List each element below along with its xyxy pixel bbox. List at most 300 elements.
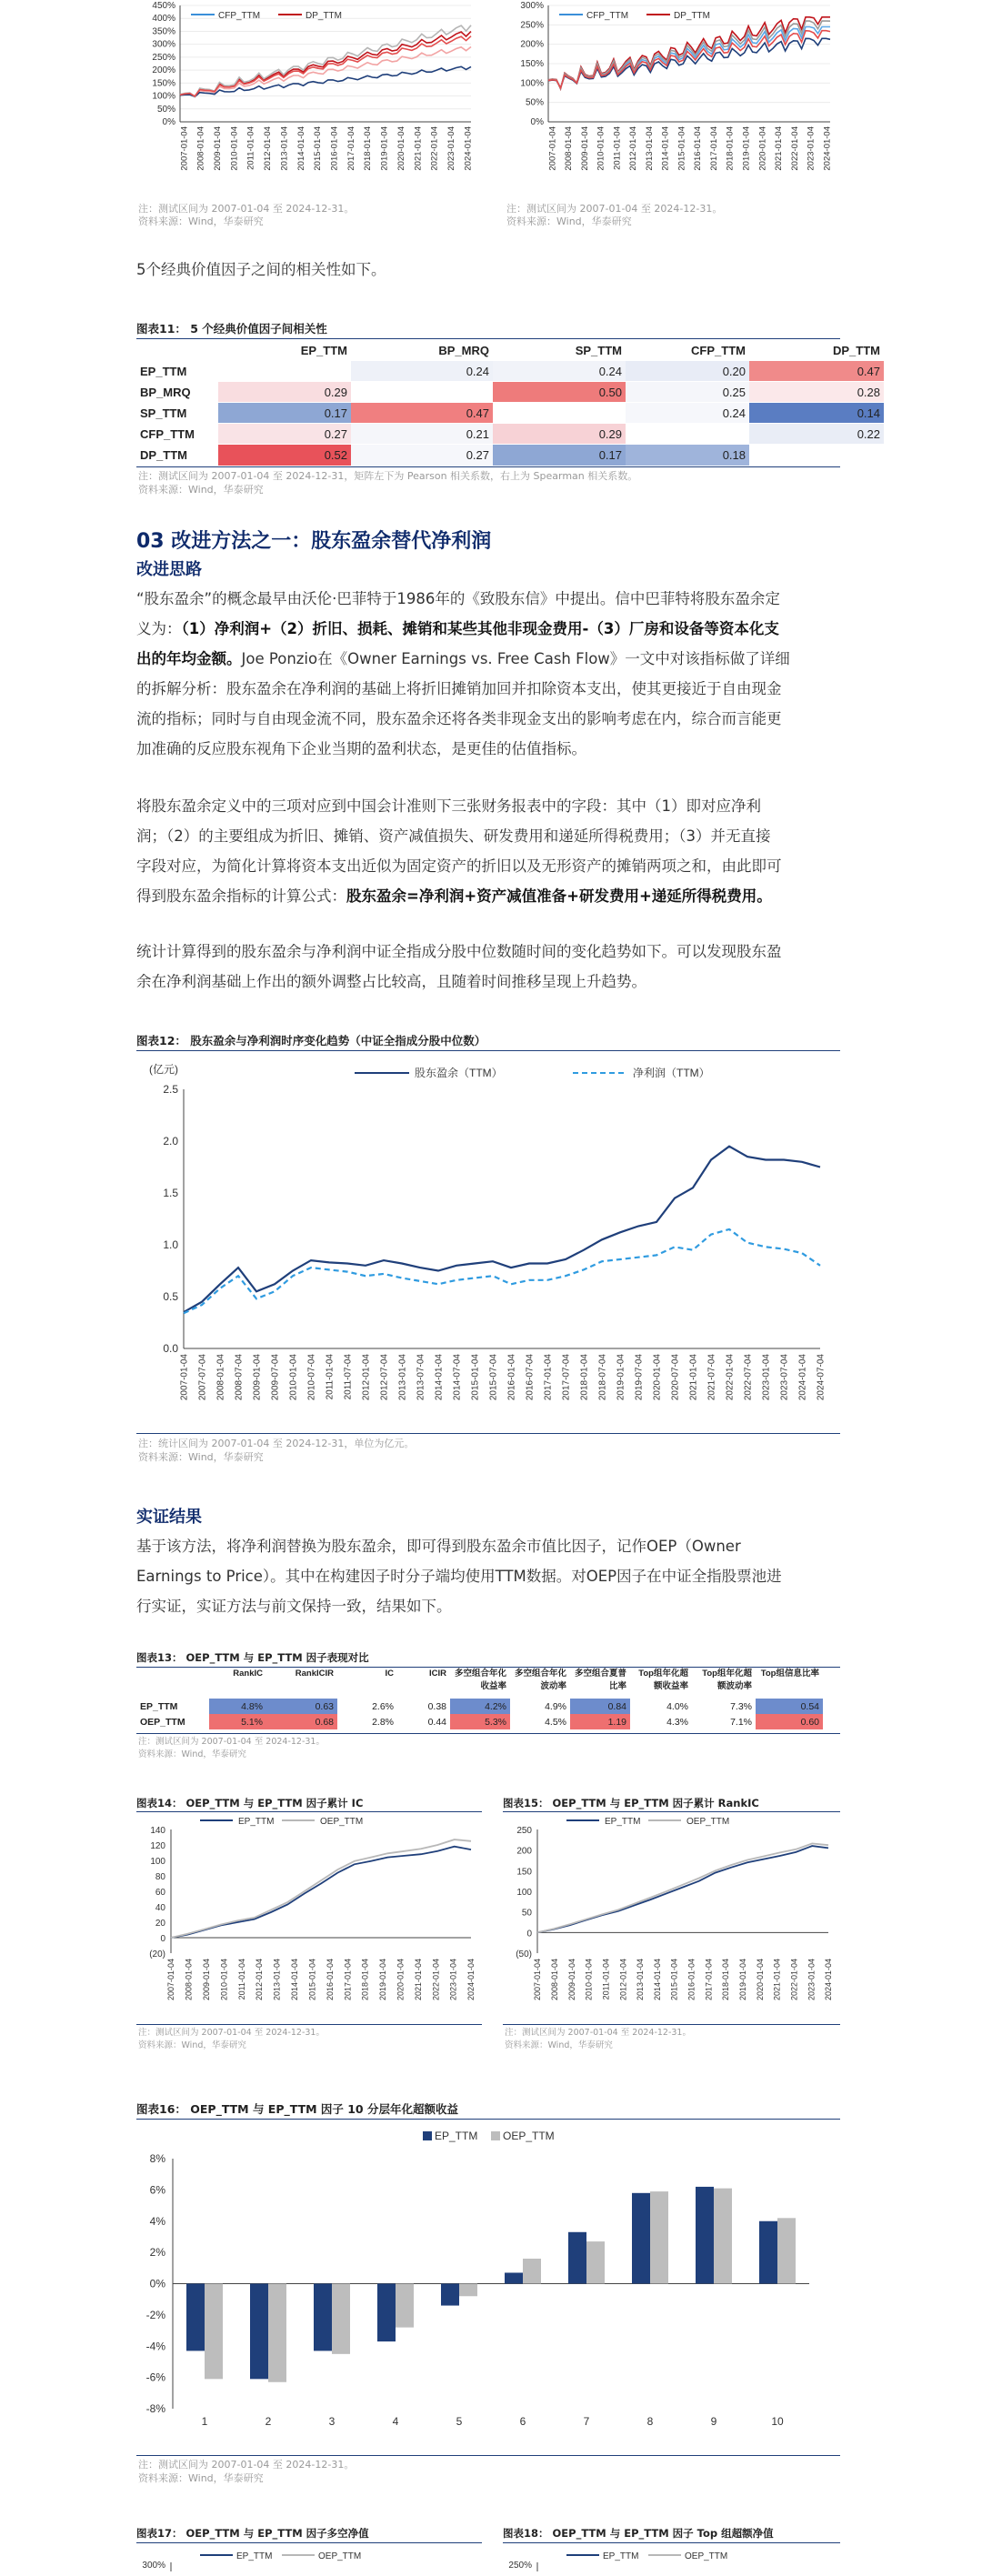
fig13-row-label: OEP_TTM <box>140 1716 185 1728</box>
x-tick-label: 2013-01-04 <box>397 1354 408 1401</box>
text-run: “股东盈余”的概念最早由沃伦·巴菲特于1986年的《致股东信》中提出。信中巴菲特将股东盈余定 <box>136 590 780 607</box>
x-tick-label: 2013-01-04 <box>279 126 290 171</box>
x-tick-label: 2016-01-04 <box>693 126 704 171</box>
x-tick-label: 2023-01-04 <box>761 1354 772 1401</box>
fig13-header-cell: RankICIR <box>295 1669 334 1679</box>
fig17-chart-svg <box>136 2544 482 2571</box>
fig13-row <box>136 1699 823 1714</box>
x-tick-label: 2023-01-04 <box>806 126 817 171</box>
x-tick-label: 2020-01-04 <box>396 126 406 171</box>
y-tick-label: 100% <box>152 91 175 102</box>
x-tick-label: 4 <box>392 2415 399 2428</box>
fig11-cell <box>626 424 749 445</box>
x-tick-label: 1 <box>201 2415 208 2428</box>
series-line <box>184 1229 820 1313</box>
results-paragraph <box>136 1531 855 1621</box>
bar <box>505 2272 523 2283</box>
x-tick-label: 2017-01-04 <box>704 1959 714 2001</box>
results-subtitle: 实证结果 <box>136 1508 202 1527</box>
y-tick-label: 6% <box>149 2183 165 2197</box>
x-tick-label: 2013-01-04 <box>644 126 655 171</box>
paragraph-line <box>136 674 855 704</box>
y-tick-label: 150 <box>516 1867 532 1878</box>
fig13-cell: 4.2% <box>450 1699 510 1714</box>
x-tick-label: 2008-07-04 <box>234 1354 245 1401</box>
fig11-header-cell: DP_TTM <box>833 343 880 357</box>
x-tick-label: 2015-01-04 <box>307 1959 317 2001</box>
x-tick-label: 2016-01-04 <box>325 1959 335 2001</box>
y-tick-label: 2% <box>149 2246 165 2260</box>
fig13-header-cell: RankIC <box>233 1669 263 1679</box>
x-tick-label: 2012-01-04 <box>361 1354 372 1401</box>
x-tick-label: 2015-01-04 <box>470 1354 481 1401</box>
x-tick-label: 2010-01-04 <box>219 1959 229 2001</box>
paragraph-line <box>136 851 855 881</box>
fig12-note: 注：统计区间为 2007-01-04 至 2024-12-31，单位为亿元。 <box>138 1438 415 1449</box>
fig11-cell: 0.18 <box>626 445 749 466</box>
section-03-title: 03 改进方法之一：股东盈余替代净利润 <box>136 530 492 553</box>
x-tick-label: 2023-07-04 <box>779 1354 790 1401</box>
y-tick-label: 250% <box>152 52 175 63</box>
fig12-chart-svg <box>136 1053 840 1430</box>
y-tick-label: 50% <box>156 104 175 115</box>
fig13-cell: 4.5% <box>545 1716 566 1728</box>
text-run: 统计计算得到的股东盈余与净利润中证全指成分股中位数随时间的变化趋势如下。可以发现股东盈 <box>136 943 782 960</box>
y-tick-label: 0% <box>530 117 544 127</box>
x-tick-label: 2008-01-04 <box>184 1959 194 2001</box>
y-tick-label: 0 <box>160 1934 165 1944</box>
legend-label: EP_TTM <box>238 1817 275 1827</box>
fig11-row-label: EP_TTM <box>140 364 187 378</box>
bar <box>268 2284 286 2382</box>
x-tick-label: 2010-01-04 <box>584 1959 594 2001</box>
text-run: 润；（2）的主要组成为折旧、摊销、资产减值损失、研发费用和递延所得税费用；（3）并无直接 <box>136 827 771 845</box>
fig11-cell: 0.50 <box>493 382 626 403</box>
bar <box>714 2189 732 2284</box>
x-tick-label: 2017-01-04 <box>343 1959 353 2001</box>
bar <box>332 2284 350 2354</box>
fig11-note: 注：测试区间为 2007-01-04 至 2024-12-31，矩阵左下为 Pearson 相关系数，右上为 Spearman 相关系数。 <box>138 470 638 482</box>
fig13-source: 资料来源：Wind，华泰研究 <box>138 1749 246 1759</box>
bar <box>568 2232 586 2284</box>
fig11-header-cell: CFP_TTM <box>691 343 746 357</box>
y-tick-label: 50 <box>521 1908 532 1919</box>
top-right-note: 注：测试区间为 2007-01-04 至 2024-12-31。 <box>506 203 723 215</box>
fig11-cell: 0.17 <box>493 445 626 466</box>
x-tick-label: 2023-01-04 <box>448 1959 458 2001</box>
x-tick-label: 2019-01-04 <box>616 1354 626 1401</box>
fig11-row <box>136 382 884 403</box>
text-run: 余在净利润基础上作出的额外调整占比较高，且随着时间推移呈现上升趋势。 <box>136 973 646 990</box>
fig12-source: 资料来源：Wind，华泰研究 <box>138 1451 264 1463</box>
x-tick-label: 2008-01-04 <box>215 1354 226 1401</box>
fig15-title: 图表15： OEP_TTM 与 EP_TTM 因子累计 RankIC <box>503 1797 759 1809</box>
x-tick-label: 2020-01-04 <box>757 126 768 171</box>
fig11-row <box>136 403 884 424</box>
paragraph-line <box>136 614 855 644</box>
fig13-cell: 0.60 <box>756 1714 823 1729</box>
y-tick-label: (50) <box>516 1950 532 1960</box>
fig11-cell: 0.24 <box>351 361 493 382</box>
fig13-cell: 0.63 <box>266 1699 337 1714</box>
y-tick-label: 200% <box>152 65 175 76</box>
results-line-1: 基于该方法，将净利润替换为股东盈余，即可得到股东盈余市值比因子，记作OEP（Owner <box>136 1538 741 1555</box>
y-tick-label: 80 <box>155 1872 165 1882</box>
fig11-cell: 0.27 <box>351 445 493 466</box>
top-left-source: 资料来源：Wind，华泰研究 <box>138 216 264 227</box>
x-tick-label: 2012-01-04 <box>618 1959 628 2001</box>
x-tick-label: 2015-01-04 <box>313 126 324 171</box>
fig13-header-cell: Top组年化超额收益率 <box>638 1669 688 1691</box>
fig11-row-label: DP_TTM <box>140 447 187 462</box>
section-03-subtitle: 改进思路 <box>136 560 202 579</box>
y-tick-label: 100% <box>520 78 544 89</box>
fig12-title: 图表12： 股东盈余与净利润时序变化趋势（中证全指成分股中位数） <box>136 1034 486 1047</box>
fig18-chart-svg <box>503 2544 840 2571</box>
x-tick-label: 2013-01-04 <box>636 1959 646 2001</box>
x-tick-label: 2017-07-04 <box>561 1354 572 1401</box>
fig14-chart-svg <box>136 1813 482 2022</box>
x-tick-label: 2024-07-04 <box>816 1354 827 1401</box>
fig11-cell: 0.29 <box>218 382 351 403</box>
top-left-chart-svg <box>136 0 491 195</box>
fig17-chart-top <box>136 2544 482 2571</box>
top-right-chart-svg <box>505 0 850 195</box>
paragraph-line <box>136 937 855 967</box>
fig11-cell: 0.21 <box>351 424 493 445</box>
y-tick-label: 400% <box>152 14 175 25</box>
fig15-chart-svg <box>503 1813 840 2022</box>
fig15-note: 注：测试区间为 2007-01-04 至 2024-12-31。 <box>505 2028 691 2038</box>
x-tick-label: 2007-01-04 <box>179 1354 190 1401</box>
legend-label: CFP_TTM <box>586 11 629 21</box>
fig13-cell: 5.3% <box>450 1714 510 1729</box>
fig11-header-cell <box>136 340 218 361</box>
y-tick-label: 150% <box>152 78 175 89</box>
y-tick-label: -4% <box>145 2340 165 2353</box>
paragraph-line <box>136 644 855 674</box>
legend-label: EP_TTM <box>435 2130 478 2142</box>
x-tick-label: 2018-01-04 <box>725 125 736 171</box>
x-tick-label: 2011-07-04 <box>343 1354 354 1400</box>
y-tick-label: 350% <box>152 26 175 37</box>
fig13-header-cell: 多空组合年化收益率 <box>454 1669 506 1691</box>
x-tick-label: 2021-01-04 <box>774 126 785 171</box>
y-tick-label: 200% <box>520 39 544 50</box>
fig15-source: 资料来源：Wind，华泰研究 <box>505 2040 613 2050</box>
legend-label: 净利润（TTM） <box>633 1067 710 1079</box>
x-tick-label: 2007-07-04 <box>197 1354 208 1401</box>
y-tick-label: 50% <box>525 97 544 108</box>
fig16-title: 图表16： OEP_TTM 与 EP_TTM 因子 10 分层年化超额收益 <box>136 2102 458 2116</box>
fig11-header-row <box>136 340 884 361</box>
fig11-cell: 0.14 <box>749 403 884 424</box>
legend-label: EP_TTM <box>236 2551 273 2561</box>
y-tick-label: 0 <box>526 1929 532 1940</box>
x-tick-label: 2019-01-04 <box>379 126 390 171</box>
y-tick-label: 300% <box>152 39 175 50</box>
x-tick-label: 2012-01-04 <box>255 1959 265 2001</box>
top-right-source: 资料来源：Wind，华泰研究 <box>506 216 632 227</box>
fig13-header-cell <box>136 1668 209 1699</box>
x-tick-label: 2009-01-04 <box>201 1959 211 2001</box>
x-tick-label: 2008-01-04 <box>549 1959 559 2001</box>
fig11-cell: 0.24 <box>626 403 749 424</box>
y-tick-label: 250% <box>520 20 544 31</box>
text-run: Joe Ponzio在《Owner Earnings vs. Free Cash Flow》一文中对该指标做了详细 <box>241 650 790 667</box>
text-run: 将股东盈余定义中的三项对应到中国会计准则下三张财务报表中的字段：其中（1）即对应净利 <box>136 797 761 815</box>
fig13-cell: 5.1% <box>209 1714 266 1729</box>
series-line <box>171 1847 471 1938</box>
x-tick-label: 2024-01-04 <box>463 126 474 171</box>
x-tick-label: 2014-01-04 <box>652 1959 662 2001</box>
bar <box>377 2284 396 2342</box>
fig13-cell: 1.19 <box>570 1714 630 1729</box>
legend-label: DP_TTM <box>674 11 710 21</box>
fig11-row-label: BP_MRQ <box>140 385 191 399</box>
top-left-chart <box>136 0 491 195</box>
fig14-note: 注：测试区间为 2007-01-04 至 2024-12-31。 <box>138 2028 325 2038</box>
x-tick-label: 2010-01-04 <box>288 1354 299 1401</box>
y-tick-label: 300% <box>142 2561 165 2571</box>
y-tick-label: 200 <box>516 1846 532 1857</box>
x-tick-label: 2012-01-04 <box>263 126 274 171</box>
x-tick-label: 2012-07-04 <box>379 1354 390 1401</box>
x-tick-label: 2019-01-04 <box>738 1959 748 2001</box>
results-line-3: 行实证，实证方法与前文保持一致，结果如下。 <box>136 1598 452 1615</box>
y-tick-label: 120 <box>150 1841 165 1851</box>
bold-run: 股东盈余=净利润+资产减值准备+研发费用+递延所得税费用。 <box>346 887 772 905</box>
legend-swatch <box>491 2131 500 2140</box>
text-run: 字段对应，为简化计算将资本支出近似为固定资产的折旧以及无形资产的摊销两项之和，由此即可 <box>136 857 782 875</box>
x-tick-label: 2021-01-04 <box>413 126 424 171</box>
fig11-cell: 0.47 <box>749 361 884 382</box>
fig16-chart <box>136 2120 840 2452</box>
x-tick-label: 2021-07-04 <box>706 1354 717 1401</box>
series-line <box>548 38 830 87</box>
results-line-2: Earnings to Price）。其中在构建因子时分子端均使用TTM数据。对OEP因子在中证全指股票池进 <box>136 1568 782 1585</box>
x-tick-label: 2011-01-04 <box>612 126 623 170</box>
x-tick-label: 2007-01-04 <box>533 1959 543 2001</box>
y-tick-label: 4% <box>149 2214 165 2228</box>
fig11-cell: 0.22 <box>749 424 884 445</box>
fig18-chart-top <box>503 2544 840 2571</box>
y-tick-label: 1.5 <box>163 1187 178 1199</box>
y-tick-label: -2% <box>145 2308 165 2321</box>
x-tick-label: 2015-01-04 <box>676 126 687 171</box>
fig11-cell <box>351 382 493 403</box>
x-tick-label: 2011-01-04 <box>325 1354 336 1400</box>
fig13-cell: 4.9% <box>545 1700 566 1712</box>
fig13-cell: 0.38 <box>427 1700 446 1712</box>
bar <box>586 2241 605 2283</box>
fig11-row-label: SP_TTM <box>140 406 187 420</box>
fig13-header-cell: IC <box>385 1669 394 1679</box>
fig11-row <box>136 445 884 466</box>
fig13-header-cell: ICIR <box>429 1669 446 1679</box>
paragraph-line <box>136 734 855 764</box>
bar <box>250 2284 268 2380</box>
y-tick-label: (20) <box>149 1950 165 1960</box>
x-tick-label: 2020-01-04 <box>396 1959 406 2001</box>
x-tick-label: 2009-01-04 <box>566 1959 576 2001</box>
bar <box>696 2187 714 2284</box>
x-tick-label: 2022-01-04 <box>789 1959 799 2001</box>
bar <box>650 2191 668 2283</box>
x-tick-label: 7 <box>583 2415 590 2428</box>
y-tick-label: 2.5 <box>163 1083 178 1096</box>
fig17-title: 图表17： OEP_TTM 与 EP_TTM 因子多空净值 <box>136 2527 369 2540</box>
fig13-header-cell: 多空组合夏普比率 <box>574 1669 626 1691</box>
fig13-cell: 0.54 <box>756 1699 823 1714</box>
x-tick-label: 2010-01-04 <box>229 126 240 171</box>
legend-label: DP_TTM <box>306 11 342 21</box>
text-run: 加准确的反应股东视角下企业当期的盈利状态，是更佳的估值指标。 <box>136 740 586 757</box>
x-tick-label: 2009-01-04 <box>252 1354 263 1401</box>
x-tick-label: 2024-01-04 <box>824 1959 834 2001</box>
bar <box>632 2193 650 2284</box>
text-run: 流的指标；同时与自由现金流不同，股东盈余还将各类非现金支出的影响考虑在内，综合而言能更 <box>136 710 782 727</box>
fig11-row <box>136 424 884 445</box>
y-tick-label: 250% <box>508 2561 532 2571</box>
x-tick-label: 5 <box>456 2415 463 2428</box>
section-03-paragraph-1 <box>136 584 855 764</box>
x-tick-label: 2017-01-04 <box>346 126 356 171</box>
paragraph-line <box>136 881 855 911</box>
x-tick-label: 2023-01-04 <box>446 126 456 171</box>
x-tick-label: 2016-01-04 <box>506 1354 517 1401</box>
legend-label: OEP_TTM <box>320 1817 364 1827</box>
x-tick-label: 2012-01-04 <box>628 126 639 171</box>
series-line <box>537 1846 828 1932</box>
paragraph-line <box>136 967 855 997</box>
top-left-note: 注：测试区间为 2007-01-04 至 2024-12-31。 <box>138 203 355 215</box>
x-tick-label: 2023-01-04 <box>807 1959 817 2001</box>
bar <box>523 2259 541 2284</box>
fig12-unit-label: (亿元) <box>149 1063 178 1076</box>
text-run: 的拆解分析：股东盈余在净利润的基础上将折旧摊销加回并扣除资本支出，使其更接近于自由现金 <box>136 680 782 697</box>
x-tick-label: 2010-01-04 <box>596 126 606 171</box>
x-tick-label: 2015-07-04 <box>488 1354 499 1401</box>
fig11-cell: 0.47 <box>351 403 493 424</box>
y-tick-label: 450% <box>152 1 175 11</box>
x-tick-label: 2013-01-04 <box>272 1959 282 2001</box>
bold-run: 出的年均金额。 <box>136 650 242 667</box>
legend-swatch <box>423 2131 432 2140</box>
bar <box>396 2284 414 2328</box>
bold-run: （1）净利润+（2）折旧、损耗、摊销和某些其他非现金费用-（3）厂房和设备等资本化支 <box>181 620 779 637</box>
text-run: 得到股东盈余指标的计算公式： <box>136 887 346 905</box>
x-tick-label: 2 <box>265 2415 272 2428</box>
x-tick-label: 2014-01-04 <box>290 1959 300 2001</box>
fig13-row-label: EP_TTM <box>140 1700 178 1712</box>
x-tick-label: 2021-01-04 <box>772 1959 782 2001</box>
fig11-row <box>136 361 884 382</box>
y-tick-label: 20 <box>155 1919 165 1929</box>
y-tick-label: 0% <box>149 2277 165 2290</box>
x-tick-label: 2014-01-04 <box>296 126 306 171</box>
x-tick-label: 2018-01-04 <box>579 1354 590 1401</box>
legend-label: CFP_TTM <box>218 11 261 21</box>
fig11-cell <box>749 445 884 466</box>
x-tick-label: 6 <box>519 2415 526 2428</box>
legend-label: OEP_TTM <box>503 2130 555 2142</box>
y-tick-label: 150% <box>520 59 544 69</box>
fig13-header-cell: Top组年化超额波动率 <box>702 1669 752 1691</box>
bar <box>205 2284 223 2380</box>
x-tick-label: 2010-07-04 <box>306 1354 317 1401</box>
paragraph-line <box>136 821 855 851</box>
y-tick-label: 60 <box>155 1888 165 1898</box>
x-tick-label: 2022-01-04 <box>431 1959 441 2001</box>
x-tick-label: 2013-07-04 <box>416 1354 426 1401</box>
intro-line: 5个经典价值因子之间的相关性如下。 <box>136 261 386 278</box>
fig16-source: 资料来源：Wind，华泰研究 <box>138 2472 264 2484</box>
bar <box>759 2221 777 2284</box>
legend-label: 股东盈余（TTM） <box>415 1067 503 1079</box>
x-tick-label: 2014-07-04 <box>452 1354 463 1401</box>
fig13-cell: 2.6% <box>372 1700 394 1712</box>
fig13-cell: 2.8% <box>372 1716 394 1728</box>
fig13-note: 注：测试区间为 2007-01-04 至 2024-12-31。 <box>138 1737 325 1747</box>
fig11-cell: 0.28 <box>749 382 884 403</box>
fig11-header-cell: BP_MRQ <box>438 343 489 357</box>
legend-label: EP_TTM <box>605 1817 641 1827</box>
y-tick-label: 250 <box>516 1826 532 1836</box>
x-tick-label: 2024-01-04 <box>822 126 833 171</box>
legend-label: OEP_TTM <box>686 1817 730 1827</box>
bar <box>459 2284 477 2297</box>
x-tick-label: 2007-01-04 <box>166 1959 176 2001</box>
fig16-note: 注：测试区间为 2007-01-04 至 2024-12-31。 <box>138 2459 355 2471</box>
x-tick-label: 2017-01-04 <box>708 126 719 171</box>
fig13-cell: 4.8% <box>209 1699 266 1714</box>
fig11-table <box>136 340 884 466</box>
x-tick-label: 2011-01-04 <box>236 1959 246 2000</box>
x-tick-label: 2022-07-04 <box>743 1354 754 1401</box>
y-tick-label: -6% <box>145 2371 165 2384</box>
x-tick-label: 2018-01-04 <box>721 1959 731 2001</box>
y-tick-label: 0.5 <box>163 1290 178 1303</box>
fig11-cell: 0.24 <box>493 361 626 382</box>
fig13-row <box>136 1714 823 1729</box>
x-tick-label: 2008-01-04 <box>564 126 575 171</box>
bar <box>314 2284 332 2351</box>
y-tick-label: 140 <box>150 1826 165 1836</box>
fig13-header-cell: 多空组合年化波动率 <box>514 1669 566 1691</box>
x-tick-label: 2016-07-04 <box>525 1354 536 1401</box>
legend-label: OEP_TTM <box>318 2551 362 2561</box>
fig11-source: 资料来源：Wind，华泰研究 <box>138 484 264 496</box>
x-tick-label: 2024-01-04 <box>797 1354 808 1401</box>
fig13-table <box>136 1668 823 1729</box>
fig11-cell <box>493 403 626 424</box>
fig11-header-cell: EP_TTM <box>300 343 347 357</box>
fig11-cell: 0.20 <box>626 361 749 382</box>
x-tick-label: 8 <box>646 2415 654 2428</box>
fig13-header-cell: Top组信息比率 <box>760 1669 819 1679</box>
y-tick-label: 0.0 <box>163 1342 178 1355</box>
fig11-title: 图表11： 5 个经典价值因子间相关性 <box>136 322 327 336</box>
x-tick-label: 2011-01-04 <box>601 1959 611 2000</box>
x-tick-label: 2016-01-04 <box>329 125 340 171</box>
x-tick-label: 2008-01-04 <box>195 126 206 171</box>
legend-label: EP_TTM <box>603 2551 639 2561</box>
x-tick-label: 2022-01-04 <box>725 1354 736 1401</box>
x-tick-label: 2009-07-04 <box>270 1354 281 1401</box>
x-tick-label: 2014-01-04 <box>434 1354 445 1401</box>
fig11-cell: 0.17 <box>218 403 351 424</box>
